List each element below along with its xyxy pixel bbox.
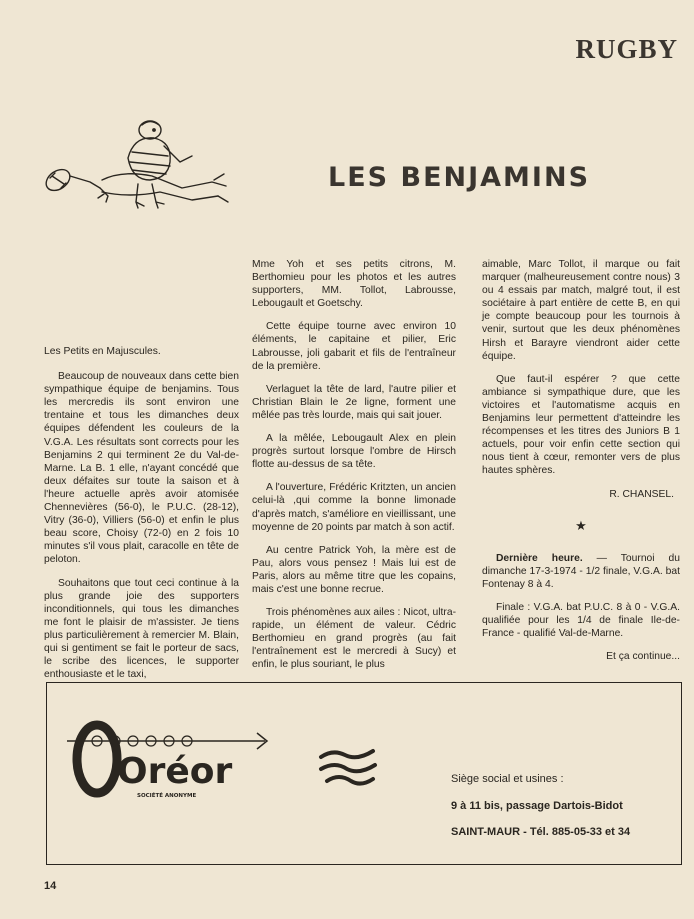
last-news-label: Dernière heure. [496,552,583,564]
paragraph: Verlaguet la tête de lard, l'autre pilier et Christian Blain le 2e ligne, forment une mêlée pas très lourde, mais qui sait jouer. [252,383,456,421]
star-separator: ★ [575,517,587,533]
paragraph: A la mêlée, Lebougault Alex en plein progrès surtout lorsque l'ombre de Hirsch flotte au-dessus de sa tête. [252,433,456,471]
paragraph: Souhaitons que tout ceci continue à la plus grande joie des supporters inconditionnels, qui tous les dimanches me font le plaisir de m'assister. Je tiens plus particulièrement à remercier M. Blain, qui si gentiment se fait le porteur de sacs, le scribe des licences, le supporter enthousiaste et le taxi, [44,577,239,681]
last-news [482,552,680,591]
wave-emblem [317,743,379,791]
column-1 [44,345,239,691]
ad-headquarters: Siège social et usines : [451,773,564,785]
oreor-logo [67,711,277,801]
final-result: Finale : V.G.A. bat P.U.C. 8 à 0 - V.G.A. qualifiée pour les 1/4 de finale Ile-de-France - qualifié Val-de-Marne. [482,601,680,640]
paragraph: Mme Yoh et ses petits citrons, M. Berthomieu pour les photos et les autres supporters, MM. Tollot, Labrousse, Lebougault et Goetschy. [252,259,456,310]
advertisement [46,682,682,865]
article-title: LES BENJAMINS [328,162,591,193]
logo-subtitle: SOCIÉTÉ ANONYME [137,793,197,799]
last-news-text: — Tournoi du dimanche 17-3-1974 - 1/2 finale, V.G.A. bat Fontenay 8 à 4. [482,552,681,590]
logo-wordmark: Oréor [117,751,233,792]
section-header: RUGBY [575,34,678,64]
ad-address: 9 à 11 bis, passage Dartois-Bidot [451,800,623,812]
ad-phone: SAINT-MAUR - Tél. 885-05-33 et 34 [451,826,631,838]
paragraph: Trois phénomènes aux ailes : Nicot, ultra-rapide, un élément de valeur. Cédric Berthomieu en grand progrès (au fait l'entraînement est le mercredi à Sucy) et enfin, le plus souriant, le plus [252,607,456,671]
paragraph: Cette équipe tourne avec environ 10 éléments, le capitaine et pilier, Eric Labrousse, joli gabarit et fils de l'entraîneur de la première. [252,321,456,372]
page-number: 14 [44,880,57,892]
paragraph: Au centre Patrick Yoh, la mère est de Pau, alors vous pensez ! Mais lui est de Paris, alors au même titre que les copains, mais c'est une bonne recrue. [252,544,456,595]
rugby-player-illustration [42,118,232,218]
intro-line: Les Petits en Majuscules. [44,346,161,357]
author-signature: R. CHANSEL. [609,488,674,500]
paragraph: A l'ouverture, Frédéric Kritzten, un ancien celui-là ,qui comme la bonne limonade d'après match, s'améliore en vieillissant, une moyenne de 20 points par match à son actif. [252,482,456,533]
column-3 [482,258,680,673]
paragraph: Que faut-il espérer ? que cette ambiance si sympathique dure, que les victoires et l'automatisme acquis en Benjamins leur permettent d'atteindre les récompenses et les titres des Juniors B 1 actuels, pour voir enfin cette section qui nous tient à cœur, remonter vers de plus hautes sphères. [482,373,680,477]
column-2 [252,258,456,682]
continue-text: Et ça continue... [606,651,680,663]
paragraph: Beaucoup de nouveaux dans cette bien sympathique équipe de benjamins. Tous les mercredis ils sont environ une trentaine et tous les dimanches deux équipes défendent les couleurs de la V.G.A. Les résultats sont corrects pour les Benjamins 2 qui terminent 2e du Val-de-Marne. La B. 1 elle, n'ayant concédé que deux défaites sur toute la saison et à l'heure actuelle après avoir atomisée Chennevières (56-0), le P.U.C. (28-12), Vitry (36-0), Villiers (56-0) et enfin le plus beau score, Choisy (72-0) en 2 fois 10 minutes s'il vous plait, caracolle en tête de peloton. [44,371,239,566]
paragraph: aimable, Marc Tollot, il marque ou fait marquer (malheureusement contre nous) 3 ou 4 essais par match, malgré tout, il est sociétaire à part entière de cette B, en qui je compte beaucoup pour les tournois à venir, surtout que les deux phénomènes Hirsh et Barayre viendront aider cette équipe. [482,259,680,362]
